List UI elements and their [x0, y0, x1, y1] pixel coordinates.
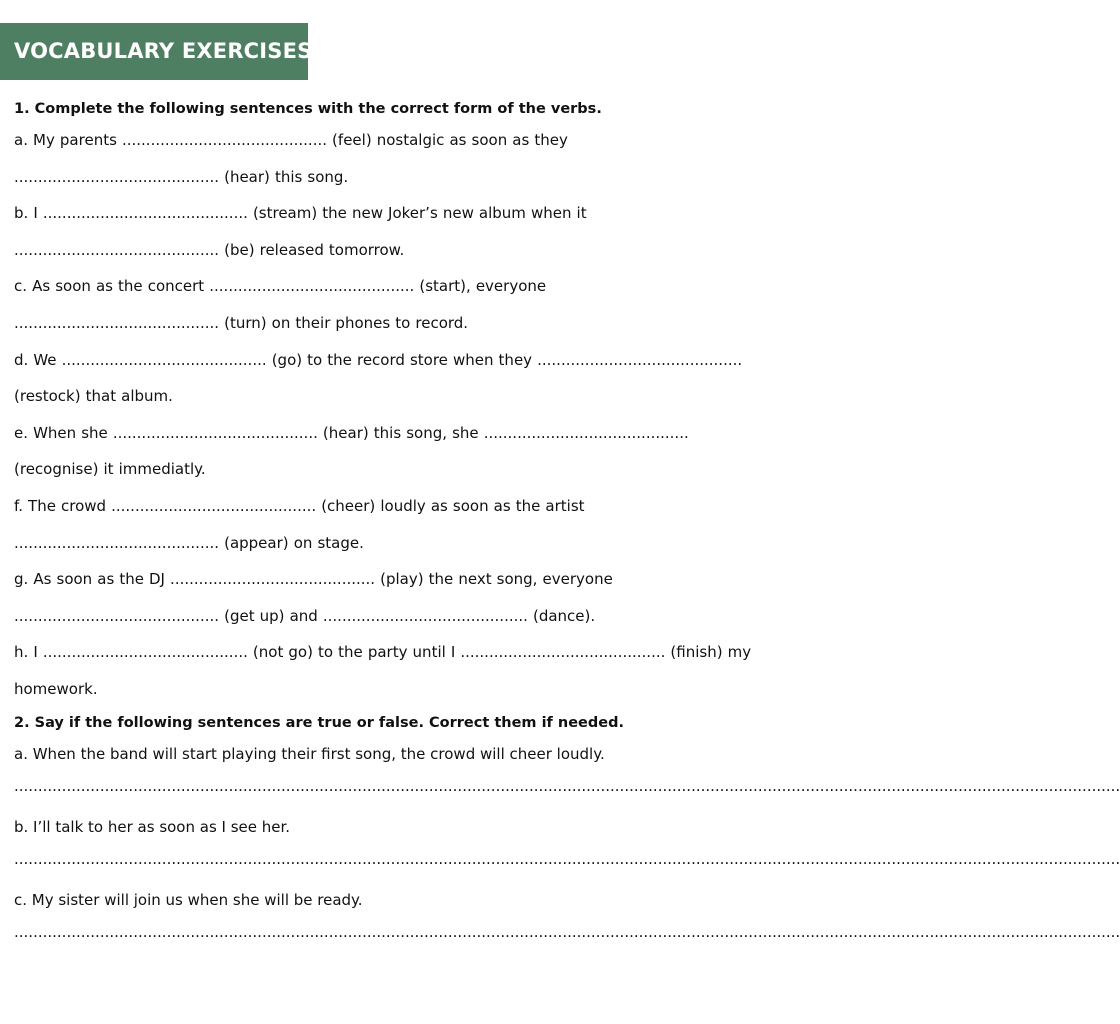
worksheet-content [14, 96, 1120, 955]
true-false-item-a: a. When the band will start playing their first song, the crowd will cheer loudly. [14, 744, 605, 763]
section-1-heading: 1. Complete the following sentences with the correct form of the verbs. [14, 101, 602, 117]
exercise-item-c: c. As soon as the concert ........................................... (start), everyone ........................................... (turn) on their phones to record. [14, 277, 547, 332]
true-false-item-c: c. My sister will join us when she will be ready. [14, 890, 363, 909]
section-verb-forms [14, 96, 756, 708]
worksheet-title: VOCABULARY EXERCISES [14, 39, 313, 63]
answer-line-b[interactable] [14, 845, 1120, 882]
exercise-item-d: d. We ........................................... (go) to the record store when they ........................................... (restock) that album. [14, 350, 743, 406]
section-2-heading: 2. Say if the following sentences are true or false. Correct them if needed. [14, 714, 624, 731]
exercise-item-h: h. I ........................................... (not go) to the party until I ........................................... (finish) my homework. [14, 643, 752, 698]
exercise-item-f: f. The crowd ........................................... (cheer) loudly as soon as the artist ........................................... (appear) on stage. [14, 496, 585, 552]
answer-line-a[interactable] [14, 772, 1120, 809]
answer-dots: ........................................................................................................................................................................................................................................ [14, 922, 1120, 941]
answer-line-c[interactable] [14, 918, 1120, 955]
exercise-item-b: b. I ........................................... (stream) the new Joker’s new album when it ........................................... (be) released tomorrow. [14, 204, 587, 259]
worksheet-title-banner [0, 23, 313, 80]
exercise-item-e: e. When she ........................................... (hear) this song, she ........................................... (recognise) it immediatly. [14, 423, 689, 479]
exercise-item-g: g. As soon as the DJ ........................................... (play) the next song, everyone ........................................... (get up) and ........................................... (dance). [14, 570, 613, 625]
section-true-false [14, 710, 1120, 955]
answer-dots: ........................................................................................................................................................................................................................................ [14, 776, 1120, 795]
true-false-item-b: b. I’ll talk to her as soon as I see her. [14, 817, 291, 836]
answer-dots: ........................................................................................................................................................................................................................................ [14, 849, 1120, 868]
exercise-item-a: a. My parents ........................................... (feel) nostalgic as soon as they ........................................... (hear) this song. [14, 131, 568, 186]
